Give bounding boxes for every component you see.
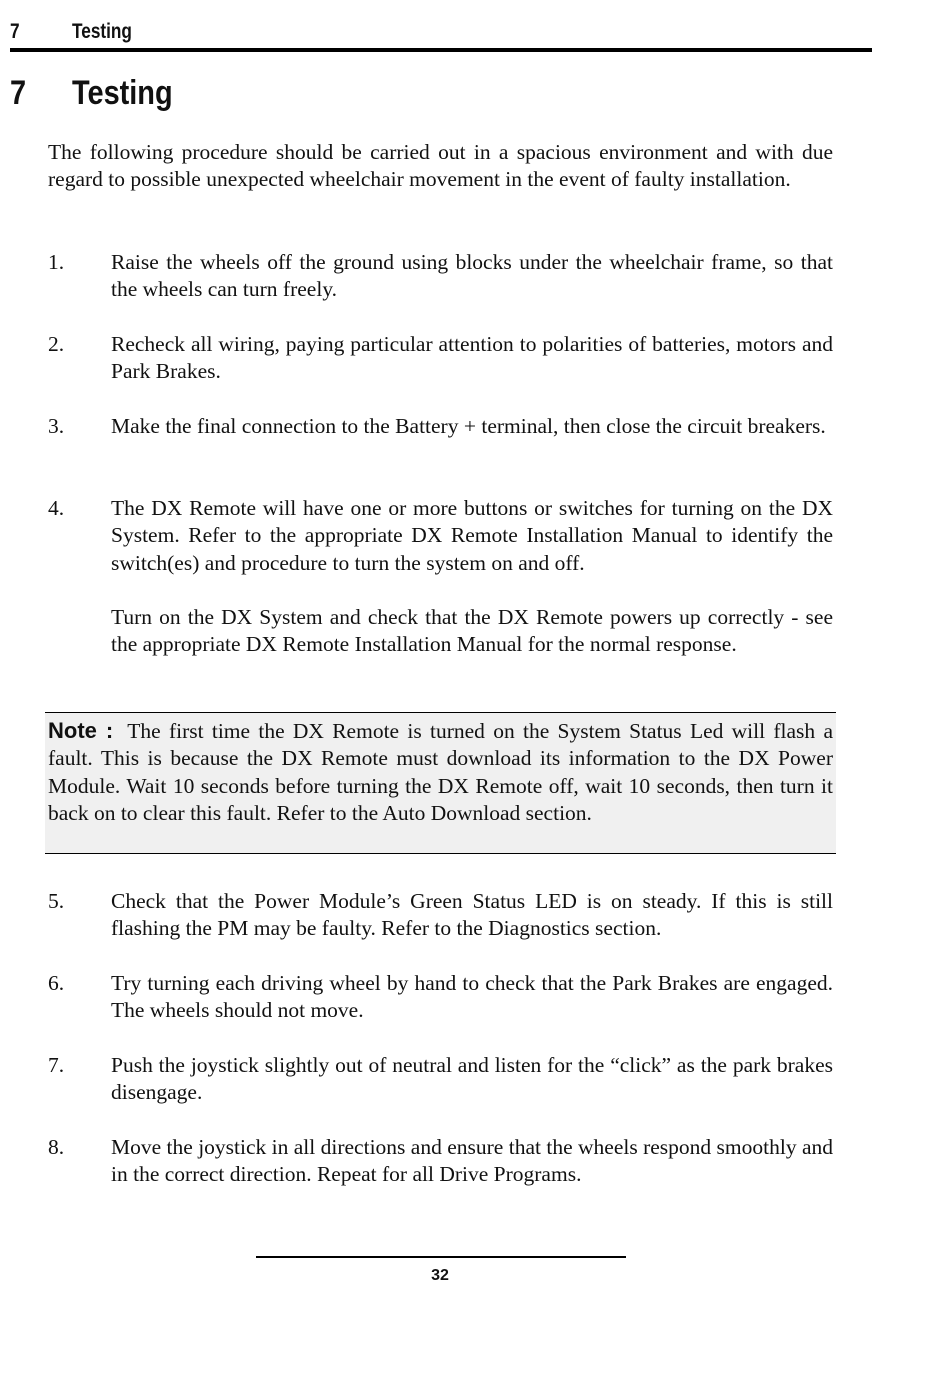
step-number: 8. xyxy=(48,1135,65,1159)
note-box xyxy=(45,712,836,854)
step-5 xyxy=(48,888,833,943)
step-text: Raise the wheels off the ground using blocks under the wheelchair frame, so that the wheels can turn freely. xyxy=(111,250,833,302)
step-text: Make the final connection to the Battery + terminal, then close the circuit breakers. xyxy=(111,414,826,438)
chapter-heading xyxy=(10,74,510,118)
step-text: Turn on the DX System and check that the DX Remote powers up correctly - see the appropriate DX Remote Installation Manual for the normal response. xyxy=(111,605,833,657)
running-header-title: Testing xyxy=(72,20,132,43)
step-number: 6. xyxy=(48,971,65,995)
step-text: Move the joystick in all directions and ensure that the wheels respond smoothly and in the correct direction. Repeat for all Drive Programs. xyxy=(111,1135,833,1187)
step-text: Push the joystick slightly out of neutral and listen for the “click” as the park brakes disengage. xyxy=(111,1053,833,1105)
step-number: 1. xyxy=(48,250,65,274)
step-number: 2. xyxy=(48,332,65,356)
step-3 xyxy=(48,413,833,440)
footer-rule xyxy=(256,1256,626,1258)
chapter-number: 7 xyxy=(10,74,27,112)
page-number: 32 xyxy=(431,1267,449,1284)
chapter-title: Testing xyxy=(72,74,173,112)
step-2 xyxy=(48,331,833,386)
step-1 xyxy=(48,249,833,304)
note-paragraph xyxy=(48,717,833,828)
step-8 xyxy=(48,1134,833,1189)
step-text: The DX Remote will have one or more buttons or switches for turning on the DX System. Refer to the appropriate DX Remote Installation Manual to identify the switch(es) and procedure to turn the system on and off. xyxy=(111,496,833,575)
note-label: Note : xyxy=(48,718,114,743)
step-7 xyxy=(48,1052,833,1107)
running-header-number: 7 xyxy=(10,20,20,43)
step-4-continuation xyxy=(48,604,833,659)
step-text: Recheck all wiring, paying particular attention to polarities of batteries, motors and Park Brakes. xyxy=(111,332,833,384)
step-4 xyxy=(48,495,833,577)
intro-paragraph: The following procedure should be carried out in a spacious environment and with due regard to possible unexpected wheelchair movement in the event of faulty installation. xyxy=(48,140,833,192)
step-6 xyxy=(48,970,833,1025)
header-rule xyxy=(10,48,872,52)
step-text: Try turning each driving wheel by hand to check that the Park Brakes are engaged. The wheels should not move. xyxy=(111,971,833,1023)
step-number: 5. xyxy=(48,889,65,913)
running-header xyxy=(10,20,872,48)
step-number: 4. xyxy=(48,496,65,520)
note-text: The first time the DX Remote is turned on the System Status Led will flash a fault. This is because the DX Remote must download its information to the DX Power Module. Wait 10 seconds before turning the DX Remote off, wait 10 seconds, then turn it back on to clear this fault. Refer to the Auto Download section. xyxy=(48,719,833,826)
step-number: 7. xyxy=(48,1053,65,1077)
step-text: Check that the Power Module’s Green Status LED is on steady. If this is still flashing the PM may be faulty. Refer to the Diagnostics section. xyxy=(111,889,833,941)
step-number: 3. xyxy=(48,414,65,438)
